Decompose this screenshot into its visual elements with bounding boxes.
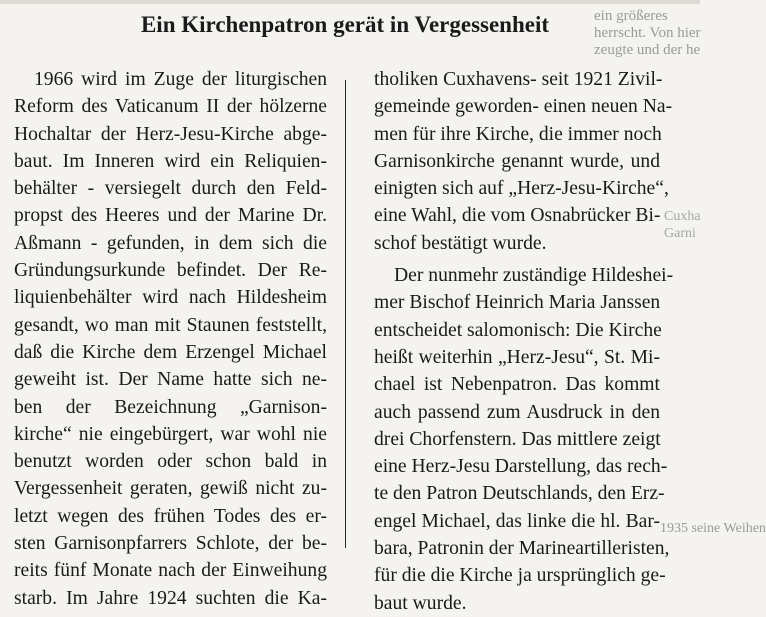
text-line: Der nunmehr zuständige Hildeshei- — [394, 265, 674, 287]
left-column — [14, 66, 327, 612]
bleed-line: Garni — [664, 226, 696, 241]
text-line: kirche“ nie eingebürgert, war wohl nie — [14, 423, 327, 445]
text-line: reits fünf Monate nach der Einweihung — [14, 560, 327, 582]
text-line: heißt weiterhin „Herz-Jesu“, St. Mi- — [374, 346, 660, 368]
text-line: Vergessenheit geraten, gewiß nicht zu- — [14, 478, 327, 500]
text-line: baut wurde. — [374, 592, 467, 614]
text-line: bara, Patronin der Marineartilleristen, — [374, 538, 670, 560]
text-line: gesandt, wo man mit Staunen feststellt, — [14, 314, 327, 336]
text-line: 1966 wird im Zuge der liturgischen — [34, 69, 327, 90]
text-line: gemeinde geworden- einen neuen Na- — [374, 96, 673, 118]
text-line: Aßmann - gefunden, in dem sich die — [14, 232, 327, 254]
bleed-through-text-mid — [664, 208, 700, 258]
bleed-through-text-top — [594, 8, 700, 68]
text-line: Reform des Vaticanum II der hölzerne — [14, 96, 327, 118]
text-line: drei Chorfenstern. Das mittlere zeigt — [374, 428, 661, 450]
text-line: starb. Im Jahre 1924 suchten die Ka- — [14, 587, 327, 609]
text-line: sten Garnisonpfarrers Schlote, der be- — [14, 533, 327, 555]
text-line: men für ihre Kirche, die immer noch — [374, 123, 662, 145]
text-line: einigten sich auf „Herz-Jesu-Kirche“, — [374, 178, 669, 200]
text-line: Gründungsurkunde befindet. Der Re- — [14, 260, 327, 282]
column-divider — [345, 80, 346, 548]
text-line: entscheidet salomonisch: Die Kirche — [374, 319, 662, 341]
bleed-line: herrscht. Von hier — [594, 25, 701, 41]
text-line: letzt wegen des frühen Todes des er- — [14, 505, 327, 527]
text-line: propst des Heeres und der Marine Dr. — [14, 205, 327, 227]
bleed-line: zeugte und der he — [594, 42, 701, 58]
text-line: ben der Bezeichnung „Garnison- — [14, 396, 327, 418]
page-edge — [0, 0, 700, 4]
text-line: engel Michael, das linke die hl. Bar- — [374, 510, 660, 532]
text-line: tholiken Cuxhavens- seit 1921 Zivil- — [374, 69, 663, 90]
right-column — [374, 66, 674, 617]
text-line: te den Patron Deutschlands, den Erz- — [374, 483, 665, 505]
text-line: eine Wahl, die vom Osnabrücker Bi- — [374, 205, 661, 227]
text-line: benutzt worden oder schon bald in — [14, 451, 327, 473]
text-line: schof bestätigt wurde. — [374, 232, 547, 254]
bleed-line: Cuxha — [664, 209, 701, 224]
text-line: Hochaltar der Herz-Jesu-Kirche abge- — [14, 123, 327, 145]
text-line: Garnisonkirche genannt wurde, und — [374, 150, 660, 172]
text-line: mer Bischof Heinrich Maria Janssen — [374, 292, 661, 314]
bleed-line: 1935 seine Weihen — [660, 521, 766, 536]
text-line: geweiht ist. Der Name hatte sich ne- — [14, 369, 327, 391]
text-line: baut. Im Inneren wird ein Reliquien- — [14, 150, 327, 172]
text-line: daß die Kirche dem Erzengel Michael — [14, 341, 327, 363]
text-line: behälter - versiegelt durch den Feld- — [14, 178, 327, 200]
text-line: eine Herz-Jesu Darstellung, das rech- — [374, 456, 668, 478]
text-line: auch passend zum Ausdruck in den — [374, 401, 660, 423]
text-line: liquienbehälter wird nach Hildesheim — [14, 287, 327, 309]
article-title: Ein Kirchenpatron gerät in Vergessenheit — [140, 12, 550, 37]
text-line: chael ist Nebenpatron. Das kommt — [374, 374, 660, 396]
bleed-line: ein größeres — [594, 8, 668, 24]
text-line: für die die Kirche ja ursprünglich ge- — [374, 565, 666, 587]
